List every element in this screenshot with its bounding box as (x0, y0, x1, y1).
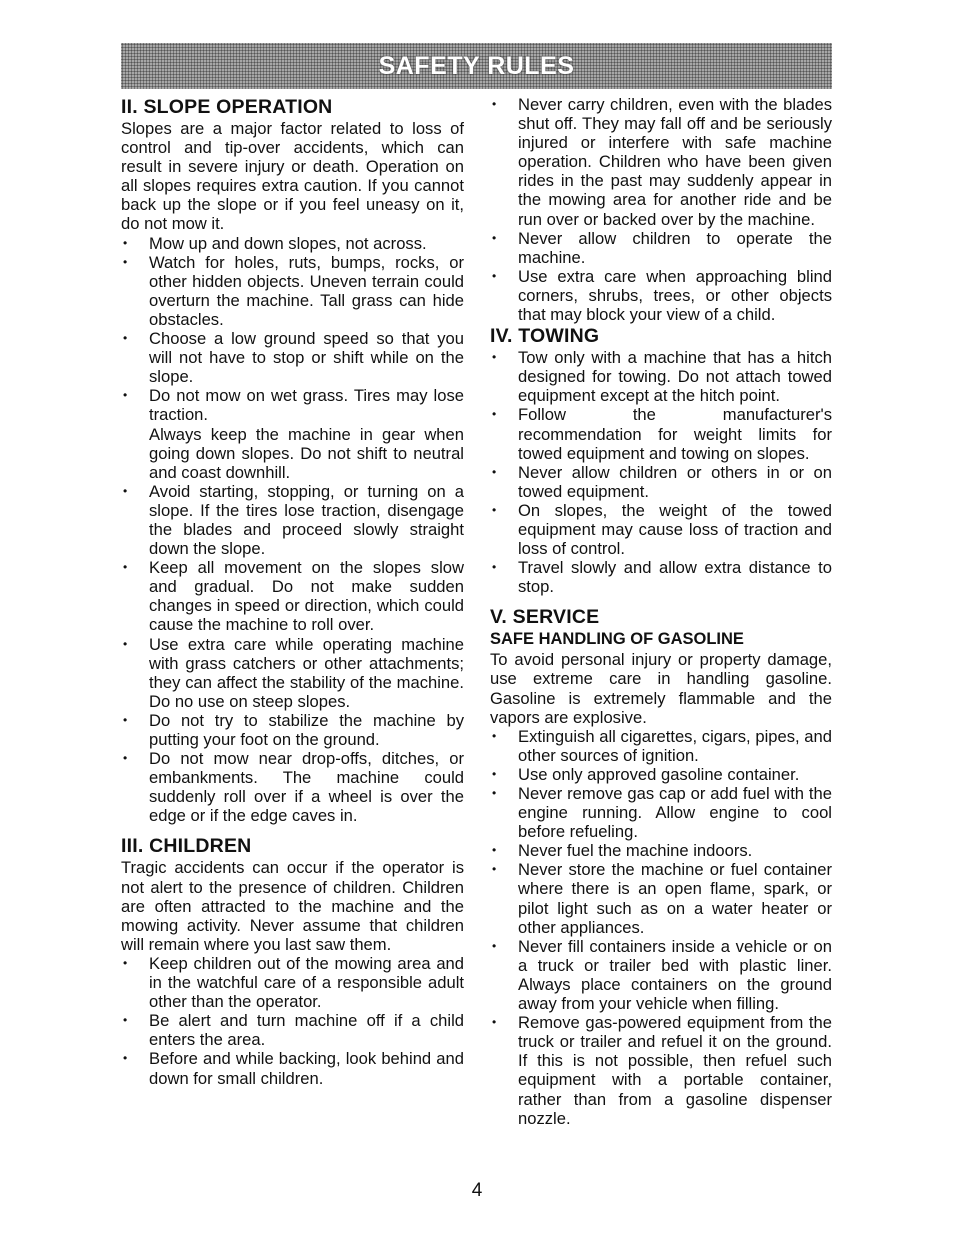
slope-intro: Slopes are a major factor related to loss of control and tip-over accidents, which can result in severe injury or death. Operation on all slopes requires extra caution. If you cannot back up the slope or if you feel uneasy on it, do not mow it. (121, 119, 464, 234)
bullet-icon: • (123, 751, 128, 766)
children-intro: Tragic accidents can occur if the operator is not alert to the presence of children. Children are often attracted to the machine and the mowing activity. Never assume that children will remain where you last saw them. (121, 858, 464, 954)
slope-note: Always keep the machine in gear when going down slopes. Do not shift to neutral and coast downhill. (149, 424, 464, 482)
service-heading: V. SERVICE (490, 606, 600, 629)
page-number: 4 (471, 1180, 483, 1201)
bullet-icon: • (123, 955, 128, 970)
service-intro: To avoid personal injury or property damage, use extreme care in handling gasoline. Gasoline is extremely flammable and the vapors are explosive. (490, 650, 832, 727)
bullet-icon: • (123, 254, 128, 269)
bullet-icon: • (492, 350, 497, 365)
list-item: • Never allow children to operate the machine. (492, 228, 832, 267)
section-banner (121, 43, 832, 89)
list-item: • Avoid starting, stopping, or turning on a slope. If the tires lose traction, disengage the blades and proceed slowly straight down the slope. (123, 481, 464, 559)
bullet-icon: • (492, 268, 497, 283)
bullet-icon: • (492, 786, 497, 800)
bullet-icon: • (123, 1013, 128, 1028)
bullet-icon: • (492, 862, 497, 877)
list-item: • Never carry children, even with the blades shut off. They may fall off and be seriously injured or interfere with safe machine operation. Children who have been given rides in the past may suddenly appear in the mowing area for another ride and be run over or backed over by the machine. (492, 95, 832, 229)
bullet-icon: • (492, 728, 497, 743)
towing-bullet-list (490, 348, 832, 596)
list-item: • Never fuel the machine indoors. (492, 841, 753, 861)
list-item: • Watch for holes, ruts, bumps, rocks, or other hidden objects. Uneven terrain could overturn the machine. Tall grass can hide obstacles. (123, 252, 464, 329)
list-item: • Do not try to stabilize the machine by putting your foot on the ground. (123, 710, 464, 749)
service-bullet-list (490, 727, 832, 1128)
list-item: • Keep all movement on the slopes slow and gradual. Do not make sudden changes in speed or direction, which could cause the machine to roll over. (123, 558, 464, 635)
list-item: • Choose a low ground speed so that you will not have to stop or shift while on the slope. (123, 329, 464, 387)
list-item: • Tow only with a machine that has a hitch designed for towing. Do not attach towed equipment except at the hitch point. (492, 348, 832, 406)
list-item: • Never remove gas cap or add fuel with the engine running. Allow engine to cool before refueling. (492, 784, 832, 842)
list-item: • Be alert and turn machine off if a child enters the area. (123, 1011, 464, 1050)
bullet-icon: • (492, 766, 497, 781)
banner-title: SAFETY RULES (378, 51, 575, 80)
slope-bullet-list-2 (121, 482, 464, 826)
bullet-icon: • (492, 97, 497, 111)
bullet-icon: • (123, 331, 128, 346)
bullet-icon: • (492, 1015, 497, 1030)
bullet-icon: • (492, 560, 497, 575)
bullet-icon: • (492, 938, 497, 953)
list-item: • Follow the manufacturer's recommendation for weight limits for towed equipment and towing on slopes. (492, 405, 832, 463)
right-column (490, 95, 832, 1128)
bullet-icon: • (492, 407, 497, 422)
list-item: • Before and while backing, look behind and down for small children. (123, 1049, 464, 1088)
bullet-icon: • (492, 502, 497, 517)
gasoline-subheading: SAFE HANDLING OF GASOLINE (490, 630, 744, 649)
list-item: • Do not mow near drop-offs, ditches, or embankments. The machine could suddenly roll over if a wheel is over the edge or if the edge caves in. (123, 749, 464, 826)
bullet-icon: • (123, 712, 128, 727)
list-item: • Never fill containers inside a vehicle or on a truck or trailer bed with plastic liner. Always place containers on the ground away from your vehicle when filling. (492, 936, 832, 1014)
list-item: • Use only approved gasoline container. (492, 764, 800, 784)
list-item: • Extinguish all cigarettes, cigars, pipes, and other sources of ignition. (492, 726, 832, 765)
list-item: • Mow up and down slopes, not across. (123, 233, 427, 253)
bullet-icon: • (492, 464, 497, 479)
children-bullet-list-continued (490, 95, 832, 324)
slope-operation-heading: II. SLOPE OPERATION (121, 96, 333, 118)
slope-bullet-list (121, 234, 464, 425)
list-item: • On slopes, the weight of the towed equipment may cause loss of traction and loss of control. (492, 500, 832, 559)
bullet-icon: • (123, 235, 128, 250)
left-column (121, 95, 464, 1088)
list-item: • Never allow children or others in or on towed equipment. (492, 462, 832, 501)
list-item: • Do not mow on wet grass. Tires may lose traction. (123, 386, 464, 425)
children-bullet-list (121, 954, 464, 1088)
bullet-icon: • (123, 1051, 128, 1066)
list-item: • Use extra care when approaching blind corners, shrubs, trees, or other objects that may block your view of a child. (492, 266, 832, 325)
bullet-icon: • (123, 636, 128, 651)
bullet-icon: • (492, 843, 497, 858)
list-item: • Travel slowly and allow extra distance to stop. (492, 558, 832, 597)
bullet-icon: • (492, 230, 497, 245)
list-item: • Keep children out of the mowing area and in the watchful care of a responsible adult other than the operator. (123, 953, 464, 1012)
towing-heading: IV. TOWING (490, 325, 600, 348)
list-item: • Remove gas-powered equipment from the truck or trailer and refuel it on the ground. If this is not possible, then refuel such equipment with a portable container, rather than from a gasoline dispenser nozzle. (492, 1013, 832, 1128)
list-item: • Use extra care while operating machine with grass catchers or other attachments; they can affect the stability of the machine. Do no use on steep slopes. (123, 634, 464, 711)
bullet-icon: • (123, 560, 128, 575)
list-item: • Never store the machine or fuel container where there is an open flame, spark, or pilot light such as on a water heater or other appliances. (492, 860, 832, 937)
bullet-icon: • (123, 483, 128, 498)
bullet-icon: • (123, 388, 128, 403)
children-heading: III. CHILDREN (121, 835, 252, 858)
